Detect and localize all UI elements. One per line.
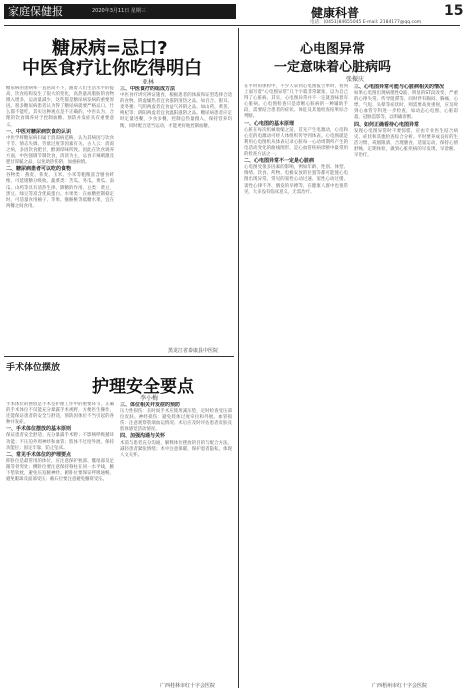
mid-rule-left (4, 356, 234, 357)
heart-column-1 (244, 84, 348, 680)
heart-subhead-3: 三、心电图异常可能与心脏病相关的情况 (354, 84, 445, 90)
nursing-para-2: 仰卧位是最常用的体位，应注意保护枕部、骶尾部及足跟等骨突处；侧卧位要注意保持脊柱在同一水平线，腋下垫软枕，避免压迫腋神经；俯卧位要保证呼吸通畅，避免眼球及面部受压；截石位要注意避免腘窝受压。 (6, 458, 114, 483)
heart-title-1: 心电图异常 (300, 42, 366, 57)
nursing-subhead-3: 三、体位相关并发症的预防 (120, 402, 181, 408)
nursing-subhead-4: 四、加强沟通与关怀 (120, 433, 166, 440)
diabetes-subhead-3: 三、中医食疗的组成方法 (120, 86, 176, 92)
nursing-para-4: 术前与患者充分沟通，解释体位摆放的目的与配合方法，减轻患者紧张情绪；术中注意保暖，保护患者隐私，体现人文关怀。 (120, 440, 232, 458)
diabetes-para-1: 中医学将糖尿病归属于消渴病范畴，认为其病因与饮食不节、情志失调、劳欲过度等因素有关。古人云：消渴之病，多因饮食肥甘，醇酒厚味所致。因此在饮食调养方面，中医强调节制饮食，清淡为主，忌食辛辣刺激及肥甘厚腻之品，以免助热伤阴，加重病情。 (6, 135, 114, 166)
contact-line: 电话：(0451)84655045 E-mail: 2184177@qq.com (310, 20, 422, 25)
heart-para-4: 发现心电图异常时不要惊慌，应由专业医生结合病史、症状和其他检查综合分析。平时要养成良好的生活习惯，戒烟限酒，合理膳食，适量运动，保持心情舒畅，定期体检，做到心脏疾病的早发现、早诊断、早治疗。 (354, 128, 458, 159)
issue-date: 2020年3月11日 星期三 (92, 8, 146, 14)
nursing-column-2 (120, 402, 232, 678)
diabetes-title-1: 糖尿病=忌口? (52, 38, 168, 59)
heart-title-2: 一定意味着心脏病吗 (274, 60, 392, 75)
diabetes-author: 亚林 (142, 79, 155, 86)
section-title: 家庭保健报 (8, 5, 63, 18)
nursing-source: 广西桂林市红十字会医院 (160, 683, 216, 689)
nursing-para-3: 压力性损伤：长时间手术应使用减压垫，定时检查受压部位皮肤。神经损伤：避免肢体过度牵拉和外展。血管损伤：注意观察肢端血运情况。术后应及时评估患者皮肤及肢体感觉活动情况。 (120, 409, 232, 433)
page-number: 15 (444, 3, 464, 19)
nursing-subhead-2: 二、常见手术体位的护理要点 (6, 451, 72, 458)
heart-column-2 (354, 84, 458, 674)
column-divider (238, 28, 239, 688)
diabetes-subhead-2: 二、糖尿病患者可以吃的食物 (6, 166, 72, 173)
heart-source: 广西梧州市红十字会医院 (372, 683, 428, 689)
diabetes-para-3: 中医食疗讲究辨证施食，根据患者的体质和证型选择合适的食物。阴虚燥热者宜食滋阴清热之品，如百合、银耳、麦冬粥；气阴两虚者宜食益气养阴之品，如山药、黄芪、枸杞等；阴阳两虚者宜食温阳滋阴之品。糖尿病患者应定时定量进餐，少食多餐，控制总热量摄入，保持营养均衡，同时配合适当运动，才能更好地控制血糖。 (120, 93, 232, 129)
heart-para-2: 心电图受很多因素的影响，例如年龄、性别、体型、情绪、饮食、药物、电极安放的位置等都可能使心电图出现异常。常见的窦性心动过速、窦性心动过缓、窦性心律不齐、偶发的早搏等，在健康人群中也很常见，大多没有临床意义，无需治疗。 (244, 165, 348, 195)
nursing-subhead-1: 一、手术体位摆放的基本原则 (6, 426, 72, 433)
diabetes-para-2: 谷物类：燕麦、荞麦、玉米、小米等粗粮富含膳食纤维，可延缓糖分吸收。蔬菜类：苦瓜、冬瓜、黄瓜、南瓜、山药等具有清热生津、降糖的作用。豆类：黄豆、黑豆、绿豆等富含优质蛋白。水果类：在血糖控制稳定时，可适量食用柚子、苹果、猕猴桃等低糖水果，宜在两餐之间食用。 (6, 173, 114, 209)
heart-para-1: 心脏在每次机械收缩之前，首先产生电激动，心房和心室的电激动可经人体组织传导到体表。心电图就是利用心电图机从体表记录心脏每一心动周期所产生的电活动变化的曲线图形，是心血管疾病诊断中最常用的检查方法之一。 (244, 127, 348, 158)
header-rule (4, 25, 460, 26)
heart-intro: 在平时的体检中，不少人拿到心电图报告单时，看到上面写着“心电图异常”几个字就非常紧张，以为自己得了心脏病。其实，心电图异常并不一定就意味着有心脏病。心电图检查只是诊断心脏病的一种辅助手段，需要结合患者的症状、体征及其他检查结果综合判断。 (244, 84, 348, 120)
nursing-author: 李小梅 (140, 395, 159, 402)
nursing-kicker: 手术体位摆放 (6, 363, 61, 373)
heart-para-3: 如果心电图出现病理性Q波、明显的ST段改变、严重的心律失常、传导阻滞等，同时伴有胸闷、胸痛、心悸、气短、头晕等症状时，则需要高度重视，应及时到心血管专科进一步检查，如动态心电图、心脏彩超、冠脉造影等，以明确诊断。 (354, 91, 458, 121)
nursing-column-1 (6, 402, 114, 686)
heart-author: 张振庆 (346, 76, 365, 83)
diabetes-title-2: 中医食疗让你吃得明白 (22, 58, 202, 79)
heart-subhead-2: 二、心电图异常不一定是心脏病 (244, 158, 315, 165)
heart-subhead-4: 四、如何正确看待心电图异常 (354, 121, 420, 128)
diabetes-subhead-1: 一、中医对糖尿病饮食的认识 (6, 128, 72, 135)
diabetes-column-1 (6, 86, 114, 354)
diabetes-source: 黑龙江省泰康县中医院 (168, 348, 219, 354)
nursing-para-1: 保证患者安全舒适；充分暴露手术野；不影响呼吸循环功能；不压迫外周神经和血管；肢体不过度外展，保持功能位；固定牢靠，防止坠床。 (6, 433, 114, 451)
nursing-intro: 手术体位的摆放是手术室护理工作中的重要环节，正确的手术体位不仅能充分暴露手术视野，方便医生操作，还能保证患者的安全与舒适，预防因体位不当引起的各种并发症。 (6, 402, 114, 426)
heart-subhead-1: 一、心电图的基本原理 (244, 120, 295, 127)
column-title: 健康科普 (311, 6, 360, 20)
nursing-title: 护理安全要点 (92, 377, 194, 397)
diabetes-intro: 糖尿病的患病率一直居高不下，随着人们生活水平的提高，饮食结构发生了很大的变化，高热量高脂肪的食物摄入增多，运动量减少，这些都是糖尿病发病的重要原因。很多糖尿病患者认为得了糖尿病就要严格忌口，什么都不能吃，其实这种观点是不正确的。中医认为，合理的饮食调养对于控制血糖、预防并发症具有重要意义。 (6, 86, 114, 128)
diabetes-column-2 (120, 86, 232, 348)
